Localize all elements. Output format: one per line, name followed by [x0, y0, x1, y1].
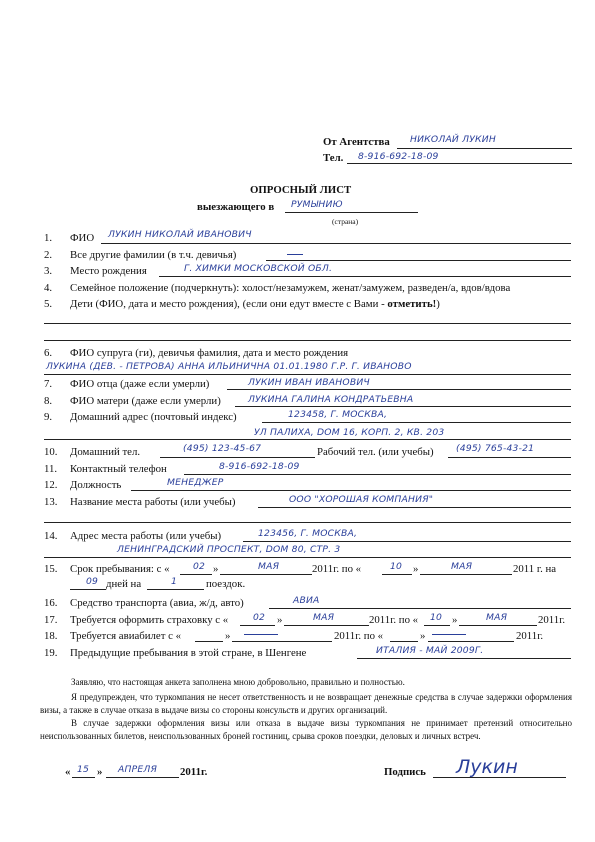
ticket-year-to-label: 2011г.: [516, 630, 544, 642]
item-label-birthplace: Место рождения: [70, 265, 147, 277]
line-fio: [101, 243, 571, 244]
line-contact-phone: [184, 474, 571, 475]
ticket-to-label: 2011г. по «: [334, 630, 384, 642]
item-label-previous-stays: Предыдущие пребывания в этой стране, в Шенгене: [70, 647, 307, 659]
dash-mark: [244, 634, 278, 635]
line-work-address-2: [44, 557, 571, 558]
item-label-other-names: Все другие фамилии (в т.ч. девичья): [70, 249, 237, 261]
value-date-day: 15: [77, 764, 90, 775]
line-stay-month-to: [420, 574, 512, 575]
signature-handwritten: Лукин: [456, 756, 518, 778]
item-label-contact-phone: Контактный телефон: [70, 463, 167, 475]
value-ins-month-from: МАЯ: [313, 612, 335, 623]
item-label-transport: Средство транспорта (авиа, ж/д, авто): [70, 597, 244, 609]
item-label-children: [70, 298, 440, 311]
country-caption: (страна): [332, 217, 359, 226]
line-mother: [235, 406, 571, 407]
date-quote-close: »: [97, 766, 103, 778]
quote-close: »: [225, 630, 231, 642]
line-work-phone: [448, 457, 571, 458]
stay-year-to-label: 2011 г. на: [513, 563, 557, 575]
line-home-phone: [160, 457, 315, 458]
line-children-2: [44, 340, 571, 341]
stay-from-label: Срок пребывания: с «: [70, 563, 170, 575]
line-previous-stays: [357, 658, 571, 659]
line-birthplace: [159, 276, 571, 277]
value-ins-day-to: 10: [430, 612, 443, 623]
agency-phone-label: Тел.: [323, 152, 344, 164]
line-home-address-1: [262, 422, 571, 423]
item-label-position: Должность: [70, 479, 122, 491]
item-number: 5.: [44, 298, 53, 310]
item-number: 3.: [44, 265, 53, 277]
line-children-1: [44, 323, 571, 324]
line-workplace: [258, 507, 571, 508]
insurance-from-label: Требуется оформить страховку с «: [70, 614, 229, 626]
date-quote-open: «: [65, 766, 71, 778]
item-number: 7.: [44, 378, 53, 390]
value-stay-days: 09: [86, 576, 99, 587]
item-number: 4.: [44, 282, 53, 294]
quote-close: »: [413, 563, 419, 575]
days-label: дней на: [106, 578, 142, 590]
line-transport: [269, 608, 571, 609]
item-number: 17.: [44, 614, 58, 626]
stay-to-label: 2011г. по «: [312, 563, 362, 575]
line-ins-day-from: [240, 625, 275, 626]
line-ticket-day-from: [195, 641, 223, 642]
value-birthplace: Г. ХИМКИ МОСКОВСКОЙ ОБЛ.: [184, 263, 333, 274]
item-label-marital: Семейное положение (подчеркнуть): холост/незамужем, женат/замужем, разведен/а, вдов/вдова: [70, 282, 511, 294]
line-trips: [147, 589, 204, 590]
dash-mark: [432, 634, 466, 635]
item-label-spouse: ФИО супруга (ги), девичья фамилия, дата и место рождения: [70, 347, 349, 359]
line-spouse: [44, 374, 571, 375]
insurance-to-label: 2011г. по «: [369, 614, 419, 626]
value-father: ЛУКИН ИВАН ИВАНОВИЧ: [248, 377, 370, 388]
line-date-month: [106, 777, 179, 778]
line-father: [227, 389, 571, 390]
line-stay-days: [70, 589, 106, 590]
insurance-year-to-label: 2011г.: [538, 614, 566, 626]
value-stay-month-from: МАЯ: [258, 561, 280, 572]
line-stay-day-to: [382, 574, 412, 575]
value-position: МЕНЕДЖЕР: [167, 477, 224, 488]
value-mother: ЛУКИНА ГАЛИНА КОНДРАТЬЕВНА: [248, 394, 414, 405]
line-stay-day-from: [180, 574, 212, 575]
agency-phone-line: [347, 163, 572, 164]
item-number: 11.: [44, 463, 58, 475]
item-number: 9.: [44, 411, 53, 423]
item-number: 19.: [44, 647, 58, 659]
value-ins-day-from: 02: [253, 612, 266, 623]
line-position: [131, 490, 571, 491]
line-ticket-month-from: [232, 641, 332, 642]
line-stay-month-from: [220, 574, 312, 575]
signature-label: Подпись: [384, 766, 426, 778]
line-ins-month-from: [284, 625, 369, 626]
doc-title: ОПРОСНЫЙ ЛИСТ: [250, 184, 352, 196]
item-number: 12.: [44, 479, 58, 491]
item-number: 1.: [44, 232, 53, 244]
value-workplace: ООО "ХОРОШАЯ КОМПАНИЯ": [289, 494, 434, 505]
value-ins-month-to: МАЯ: [486, 612, 508, 623]
item-number: 14.: [44, 530, 58, 542]
children-close: ): [436, 298, 440, 310]
line-workplace-2: [44, 522, 571, 523]
value-home-phone: (495) 123-45-67: [183, 443, 262, 454]
item-number: 16.: [44, 597, 58, 609]
item-number: 8.: [44, 395, 53, 407]
line-other-names: [266, 260, 571, 261]
date-year: 2011г.: [180, 766, 208, 778]
country-line: [285, 212, 418, 213]
value-home-address-2: УЛ ПАЛИХА, DOM 16, КОРП. 2, КВ. 203: [254, 427, 445, 438]
item-label-fio: ФИО: [70, 232, 95, 244]
agency-from-line: [397, 148, 572, 149]
line-ticket-month-to: [428, 641, 514, 642]
item-number: 18.: [44, 630, 58, 642]
item-label-work-phone: Рабочий тел. (или учебы): [317, 446, 434, 458]
value-fio: ЛУКИН НИКОЛАЙ ИВАНОВИЧ: [108, 229, 252, 240]
item-number: 15.: [44, 563, 58, 575]
item-number: 13.: [44, 496, 58, 508]
value-home-address-1: 123458, Г. МОСКВА,: [288, 409, 388, 420]
quote-close: »: [277, 614, 283, 626]
line-ins-day-to: [424, 625, 450, 626]
value-stay-month-to: МАЯ: [451, 561, 473, 572]
line-work-address-1: [243, 541, 571, 542]
agency-from-label: От Агентства: [323, 136, 390, 148]
doc-subtitle: выезжающего в: [197, 201, 275, 213]
disclaimer-paragraph-3: В случае задержки оформления визы или отказа в выдаче визы туркомпания не принимает претензий относительно неиспользованных билетов, неиспользованных броней гостиниц, срыва сроков поездки, деловых и личных встреч.: [40, 718, 572, 741]
quote-close: »: [420, 630, 426, 642]
value-previous-stays: ИТАЛИЯ - МАЙ 2009Г.: [376, 645, 484, 656]
line-ins-month-to: [459, 625, 537, 626]
item-label-home-address: Домашний адрес (почтовый индекс): [70, 411, 237, 423]
agency-from-value: НИКОЛАЙ ЛУКИН: [410, 134, 496, 145]
value-transport: АВИА: [293, 595, 320, 606]
value-stay-day-from: 02: [193, 561, 206, 572]
item-number: 6.: [44, 347, 53, 359]
line-ticket-day-to: [390, 641, 418, 642]
item-label-work-address: Адрес места работы (или учебы): [70, 530, 222, 542]
children-mark-text: отметить!: [387, 298, 437, 310]
value-work-phone: (495) 765-43-21: [456, 443, 535, 454]
item-label-mother: ФИО матери (даже если умерли): [70, 395, 221, 407]
item-label-father: ФИО отца (даже если умерли): [70, 378, 210, 390]
trips-label: поездок.: [206, 578, 246, 590]
line-date-day: [72, 777, 95, 778]
value-stay-day-to: 10: [390, 561, 403, 572]
agency-phone-value: 8-916-692-18-09: [358, 151, 439, 162]
disclaimer-paragraph-1: Заявляю, что настоящая анкета заполнена мною добровольно, правильно и полностью.: [71, 677, 405, 687]
quote-close: »: [452, 614, 458, 626]
value-contact-phone: 8-916-692-18-09: [219, 461, 300, 472]
value-work-address-2: ЛЕНИНГРАДСКИЙ ПРОСПЕКТ, DOM 80, СТР. 3: [117, 544, 341, 555]
value-trips: 1: [171, 576, 178, 587]
dash-mark: [287, 254, 303, 255]
country-value: РУМЫНИЮ: [291, 199, 343, 210]
value-date-month: АПРЕЛЯ: [118, 764, 158, 775]
item-number: 10.: [44, 446, 58, 458]
ticket-from-label: Требуется авиабилет с «: [70, 630, 182, 642]
children-text: Дети (ФИО, дата и место рождения), (если они едут вместе с Вами -: [70, 298, 388, 310]
line-home-address-2: [44, 439, 571, 440]
item-label-home-phone: Домашний тел.: [70, 446, 141, 458]
item-label-workplace: Название места работы (или учебы): [70, 496, 236, 508]
disclaimer-paragraph-2: Я предупрежден, что туркомпания не несет ответственность и не возвращает денежные средства в случае задержки оформления визы, а также в случае отказа в выдаче визы со стороны консульств и других организаций.: [40, 692, 572, 715]
value-spouse: ЛУКИНА (ДЕВ. - ПЕТРОВА) АННА ИЛЬИНИЧНА 01.01.1980 Г.Р. Г. ИВАНОВО: [46, 361, 412, 372]
item-number: 2.: [44, 249, 53, 261]
quote-close: »: [213, 563, 219, 575]
value-work-address-1: 123456, Г. МОСКВА,: [258, 528, 358, 539]
